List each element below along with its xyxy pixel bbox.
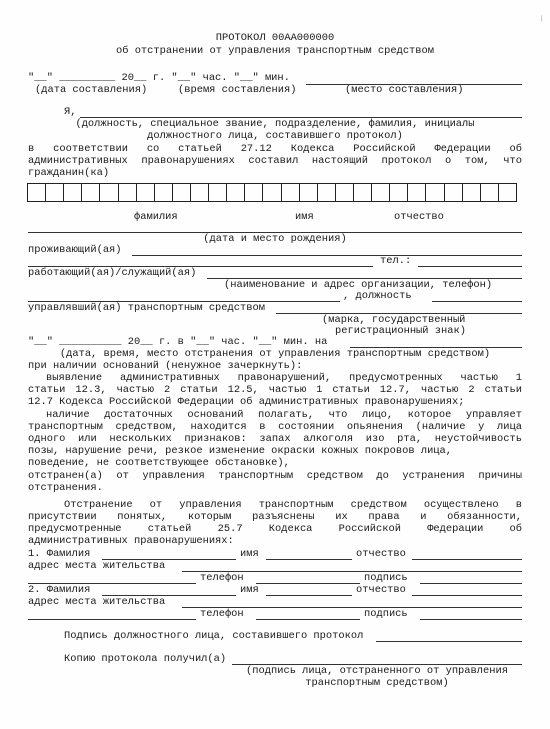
caption-compile-time: (время составления) (178, 84, 297, 96)
ground1-line-2: статьи 12.3, частью 2 статьи 12.5, частью 1 статьи 12.7, частью 2 статьи (28, 384, 522, 396)
birth-caption: (дата и место рождения) (203, 233, 347, 245)
witness2-phone-label: телефон (200, 608, 244, 620)
caption-compile-place: (место составления) (345, 84, 464, 96)
copy-received-label: Копию протокола получил(а) (64, 653, 227, 665)
witness1-patronymic-label: отчество (356, 548, 406, 560)
name-cell[interactable] (173, 183, 191, 202)
witness2-patronymic-label: отчество (356, 584, 406, 596)
surname-cells[interactable] (27, 183, 517, 202)
name-cell[interactable] (445, 183, 463, 202)
caption-surname: фамилия (134, 211, 178, 223)
ground2-line-2: транспортным средством, находится в состоянии опьянения (наличие у лица (28, 421, 522, 433)
name-cell[interactable] (155, 183, 173, 202)
witness1-address-label: адрес места жительства (28, 560, 166, 572)
name-cell[interactable] (318, 183, 336, 202)
witness2-signature-label: подпись (364, 608, 408, 620)
name-cell[interactable] (46, 183, 64, 202)
position-line[interactable] (432, 301, 522, 302)
witness1-phone-line[interactable] (256, 583, 360, 584)
name-cell[interactable] (191, 183, 209, 202)
phone-line[interactable] (418, 266, 522, 267)
witness2-phone-line[interactable] (256, 619, 360, 620)
residence-line[interactable] (132, 255, 522, 256)
work-label: работающий(ая)/служащий(ая) (28, 267, 197, 279)
removed-line-2: отстранения. (28, 482, 103, 494)
witness1-signature-line[interactable] (420, 583, 522, 584)
name-cell[interactable] (27, 183, 46, 202)
grounds-intro: при наличии оснований (ненужное зачеркнуть): (28, 360, 303, 372)
name-cell[interactable] (100, 183, 118, 202)
name-cell[interactable] (119, 183, 137, 202)
vehicle-caption-2: регистрационный знак) (335, 325, 466, 337)
caption-patronymic: отчество (394, 211, 444, 223)
name-cell[interactable] (82, 183, 100, 202)
name-cell[interactable] (481, 183, 499, 202)
basis-line-2: административных правонарушениях составил настоящий протокол о том, что (28, 155, 522, 167)
witness1-name-label: имя (240, 548, 259, 560)
name-cell[interactable] (245, 183, 263, 202)
name-cell[interactable] (372, 183, 390, 202)
witness2-patronymic-line[interactable] (412, 595, 522, 596)
witness1-name-line[interactable] (266, 559, 352, 560)
position-label: , должность (343, 290, 412, 302)
name-cell[interactable] (354, 183, 372, 202)
witness-intro-3: предусмотренные статьей 25.7 Кодекса Российской Федерации об (28, 523, 522, 535)
citizen-label: гражданин(ка) (28, 167, 110, 179)
name-cell[interactable] (408, 183, 426, 202)
name-cell[interactable] (227, 183, 245, 202)
ground1-line-1: выявление административных правонарушений, предусмотренных частью 1 (46, 372, 522, 384)
author-prefix: Я, (64, 106, 77, 118)
phone-label: тел.: (380, 255, 412, 267)
name-cell[interactable] (64, 183, 82, 202)
witness-intro-4: административных правонарушениях: (28, 535, 234, 547)
basis-line-1: в соответствии со статьей 27.12 Кодекса Российской Федерации об (28, 143, 522, 155)
witness1-patronymic-line[interactable] (412, 559, 522, 560)
caption-name: имя (295, 211, 314, 223)
residence-label: проживающий(ая) (28, 244, 122, 256)
ground2-line-3: одного или нескольких признаков: запах алкоголя изо рта, неустойчивость (28, 433, 522, 445)
name-cell[interactable] (336, 183, 354, 202)
name-cell[interactable] (137, 183, 155, 202)
form-subtitle: об отстранении от управления транспортным средством (115, 45, 434, 57)
ground2-line-4: позы, нарушение речи, резкое изменение окраски кожных покровов лица, (28, 445, 453, 457)
name-cell[interactable] (209, 183, 227, 202)
witness2-name-label: имя (240, 584, 259, 596)
official-signature-line[interactable] (376, 641, 522, 642)
witness-intro-1: Отстранение от управления транспортным средством осуществлено в (64, 499, 522, 511)
work-caption: (наименование и адрес организации, телефон) (224, 279, 493, 291)
ground2-line-1: наличие достаточных оснований полагать, что лицо, которое управляет (46, 409, 522, 421)
witness2-address-line-2[interactable] (28, 619, 196, 620)
vehicle-label: управлявший(ая) транспортным средством (28, 302, 265, 314)
removal-caption: (дата, время, место отстранения от управления транспортным средством) (59, 348, 491, 360)
witness2-name-line[interactable] (266, 595, 352, 596)
witness1-signature-label: подпись (364, 572, 408, 584)
form-title: ПРОТОКОЛ 00АА000000 (215, 32, 335, 44)
name-cell[interactable] (282, 183, 300, 202)
name-cell[interactable] (263, 183, 281, 202)
removal-date-time: "__" __________ 20__ г. в "__" час. "__" мин. на (28, 336, 328, 348)
witness1-surname-label: 1. Фамилия (28, 548, 91, 560)
ground2-line-5: поведение, не соответствующее обстановке), (28, 457, 290, 469)
name-cell[interactable] (499, 183, 517, 202)
caption-compile-date: (дата составления) (35, 84, 148, 96)
witness2-surname-label: 2. Фамилия (28, 584, 91, 596)
name-cell[interactable] (463, 183, 481, 202)
copy-caption-1: (подпись лица, отстраненного от управления (246, 665, 508, 677)
copy-caption-2: транспортным средством) (305, 677, 449, 689)
author-caption-2: должностного лица, составившего протокол) (147, 130, 403, 142)
ground1-line-3: 12.7 Кодекса Российской Федерации об административных правонарушениях; (28, 396, 465, 408)
name-cell[interactable] (390, 183, 408, 202)
vehicle-caption-1: (марка, государственный (322, 314, 466, 326)
name-cell[interactable] (300, 183, 318, 202)
witness1-phone-label: телефон (200, 572, 244, 584)
author-caption-1: (должность, специальное звание, подразделение, фамилия, инициалы (75, 118, 475, 130)
name-cell[interactable] (426, 183, 444, 202)
compile-date-time: "__" _________ 20__ г. "__" час. "__" мин. (28, 72, 290, 84)
removed-line-1: отстранен(а) от управления транспортным средством до устранения причины (28, 470, 522, 482)
witness2-address-label: адрес места жительства (28, 596, 166, 608)
corner-mark: | (540, 15, 544, 22)
witness2-signature-line[interactable] (420, 619, 522, 620)
witness-intro-2: присутствии понятых, которым разъяснены их права и обязанности, (28, 511, 522, 523)
official-signature-label: Подпись должностного лица, составившего протокол (64, 630, 364, 642)
